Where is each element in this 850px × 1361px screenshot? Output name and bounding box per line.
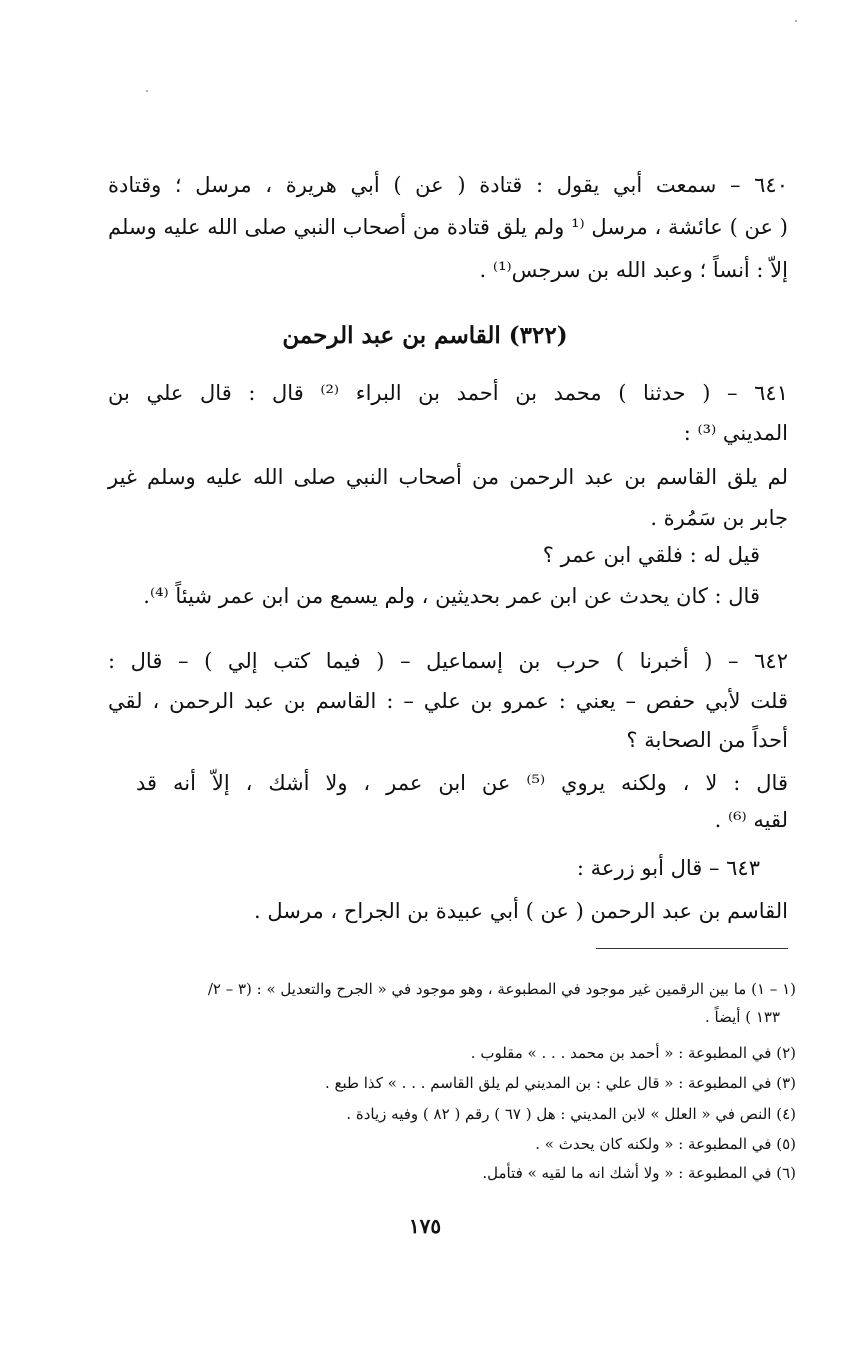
entry-641-line-2: المديني ⁽³⁾ :: [683, 421, 788, 445]
section-heading: (٣٢٢) القاسم بن عبد الرحمن: [282, 322, 568, 349]
footnote-5: (٥) في المطبوعة : « ولكنه كان يحدث » .: [535, 1135, 796, 1153]
scan-speck: [146, 90, 148, 92]
entry-643-line-1: ٦٤٣ – قال أبو زرعة :: [576, 856, 760, 880]
page-number: ١٧٥: [408, 1214, 442, 1238]
entry-640-line-2: ( عن ) عائشة ، مرسل ⁽¹ ولم يلق قتادة من أصحاب النبي صلى الله عليه وسلم: [108, 215, 788, 239]
entry-642-line-5: لقيه ⁽⁶⁾ .: [714, 808, 788, 832]
entry-640-line-1: ٦٤٠ – سمعت أبي يقول : قتادة ( عن ) أبي هريرة ، مرسل ؛ وقتادة: [108, 173, 788, 197]
scan-speck: [795, 20, 797, 22]
entry-642-line-4: قال : لا ، ولكنه يروي ⁽⁵⁾ عن ابن عمر ، ولا أشك ، إلاّ أنه قد: [136, 771, 788, 795]
footnote-6: (٦) في المطبوعة : « ولا أشك انه ما لقيه » فتأمل.: [482, 1164, 796, 1182]
footnote-1-line-1: (١ – ١) ما بين الرقمين غير موجود في المطبوعة ، وهو موجود في « الجرح والتعديل » : (٣ – ٢/: [207, 980, 796, 998]
footnote-3: (٣) في المطبوعة : « قال علي : بن المديني لم يلق القاسم . . . » كذا طبع .: [325, 1074, 796, 1092]
entry-641-line-5: قيل له : فلقي ابن عمر ؟: [542, 543, 760, 567]
footnote-2: (٢) في المطبوعة : « أحمد بن محمد . . . » مقلوب .: [470, 1044, 796, 1062]
entry-641-line-3: لم يلق القاسم بن عبد الرحمن من أصحاب النبي صلى الله عليه وسلم غير: [108, 465, 788, 489]
entry-641-line-6: قال : كان يحدث عن ابن عمر بحديثين ، ولم يسمع من ابن عمر شيئاً ⁽⁴⁾.: [143, 584, 760, 608]
footnote-4: (٤) النص في « العلل » لابن المديني : هل ( ٦٧ ) رقم ( ٨٢ ) وفيه زيادة .: [346, 1105, 796, 1123]
entry-640-line-3: إلاّ : أنساً ؛ وعبد الله بن سرجس⁽¹⁾ .: [479, 258, 788, 282]
entry-643-line-2: القاسم بن عبد الرحمن ( عن ) أبي عبيدة بن الجراح ، مرسل .: [254, 899, 788, 923]
footnote-1-line-2: ١٣٣ ) أيضاً .: [704, 1008, 780, 1026]
entry-642-line-1: ٦٤٢ – ( أخبرنا ) حرب بن إسماعيل – ( فيما كتب إلي ) – قال :: [108, 649, 788, 673]
footnote-separator: [596, 948, 788, 949]
entry-642-line-2: قلت لأبي حفص – يعني : عمرو بن علي – : القاسم بن عبد الرحمن ، لقي: [108, 689, 788, 713]
entry-641-line-4: جابر بن سَمُرة .: [650, 506, 788, 530]
entry-641-line-1: ٦٤١ – ( حدثنا ) محمد بن أحمد بن البراء ⁽²⁾ قال : قال علي بن: [108, 381, 788, 405]
entry-642-line-3: أحداً من الصحابة ؟: [626, 728, 788, 752]
